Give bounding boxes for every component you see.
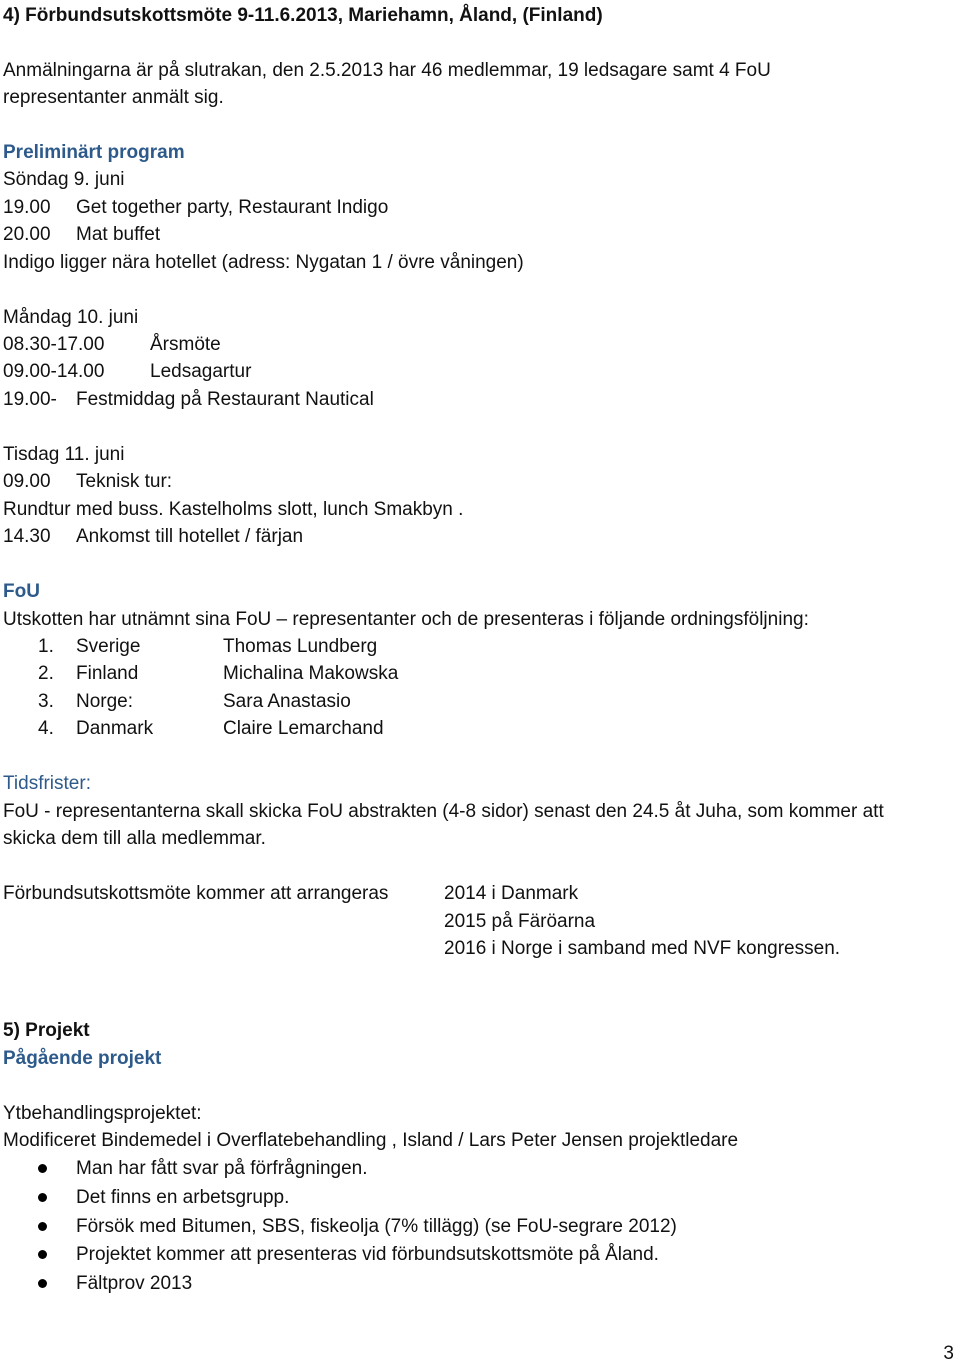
sunday-time-1: 19.00 bbox=[3, 197, 51, 218]
tuesday-tour: Rundtur med buss. Kastelholms slott, lunch Smakbyn . bbox=[3, 499, 464, 520]
list-item-text: Man har fått svar på förfrågningen. bbox=[76, 1158, 368, 1179]
fou-num: 1. bbox=[38, 636, 54, 657]
section-4-heading: 4) Förbundsutskottsmöte 9-11.6.2013, Mariehamn, Åland, (Finland) bbox=[3, 5, 603, 26]
monday-time-1: 08.30-17.00 bbox=[3, 334, 105, 355]
tuesday-event-1: Teknisk tur: bbox=[76, 471, 173, 492]
page-number: 3 bbox=[943, 1343, 954, 1364]
monday-time-2: 09.00-14.00 bbox=[3, 361, 105, 382]
future-meeting-item: 2014 i Danmark bbox=[444, 883, 579, 904]
fou-person: Sara Anastasio bbox=[223, 691, 351, 712]
monday-day: Måndag 10. juni bbox=[3, 307, 139, 328]
deadlines-line-1: FoU - representanterna skall skicka FoU abstrakten (4-8 sidor) senast den 24.5 åt Juha, som kommer att bbox=[3, 801, 884, 822]
fou-num: 2. bbox=[38, 663, 54, 684]
bullet-icon bbox=[38, 1250, 47, 1259]
intro-line-2: representanter anmält sig. bbox=[3, 87, 224, 108]
tuesday-event-2: Ankomst till hotellet / färjan bbox=[76, 526, 304, 547]
deadlines-line-2: skicka dem till alla medlemmar. bbox=[3, 828, 266, 849]
fou-intro: Utskotten har utnämnt sina FoU – representanter och de presenteras i följande ordningsföljning: bbox=[3, 609, 809, 630]
tuesday-day: Tisdag 11. juni bbox=[3, 444, 125, 465]
bullet-icon bbox=[38, 1193, 47, 1202]
fou-country: Danmark bbox=[76, 718, 154, 739]
deadlines-heading: Tidsfrister: bbox=[3, 773, 91, 794]
fou-person: Thomas Lundberg bbox=[223, 636, 378, 657]
monday-event-3: Festmiddag på Restaurant Nautical bbox=[76, 389, 374, 410]
tuesday-time-2: 14.30 bbox=[3, 526, 51, 547]
list-item-text: Projektet kommer att presenteras vid förbundsutskottsmöte på Åland. bbox=[76, 1244, 659, 1265]
sunday-day: Söndag 9. juni bbox=[3, 169, 125, 190]
future-meetings-label: Förbundsutskottsmöte kommer att arrangeras bbox=[3, 883, 389, 904]
list-item-text: Det finns en arbetsgrupp. bbox=[76, 1187, 290, 1208]
bullet-icon bbox=[38, 1164, 47, 1173]
list-item-text: Försök med Bitumen, SBS, fiskeolja (7% tillägg) (se FoU-segrare 2012) bbox=[76, 1216, 677, 1237]
fou-country: Sverige bbox=[76, 636, 141, 657]
list-item-text: Fältprov 2013 bbox=[76, 1273, 193, 1294]
tuesday-time-1: 09.00 bbox=[3, 471, 51, 492]
fou-person: Claire Lemarchand bbox=[223, 718, 384, 739]
section-5-heading: 5) Projekt bbox=[3, 1020, 90, 1041]
program-heading: Preliminärt program bbox=[3, 142, 185, 163]
sunday-time-2: 20.00 bbox=[3, 224, 51, 245]
future-meeting-item: 2015 på Färöarna bbox=[444, 911, 596, 932]
future-meeting-item: 2016 i Norge i samband med NVF kongressen. bbox=[444, 938, 841, 959]
sunday-event-2: Mat buffet bbox=[76, 224, 161, 245]
bullet-icon bbox=[38, 1222, 47, 1231]
monday-time-3: 19.00- bbox=[3, 389, 57, 410]
monday-event-1: Årsmöte bbox=[150, 334, 221, 355]
ongoing-projects-heading: Pågående projekt bbox=[3, 1048, 162, 1069]
sunday-note: Indigo ligger nära hotellet (adress: Nygatan 1 / övre våningen) bbox=[3, 252, 524, 273]
fou-heading: FoU bbox=[3, 581, 40, 602]
project-label: Ytbehandlingsprojektet: bbox=[3, 1103, 202, 1124]
fou-person: Michalina Makowska bbox=[223, 663, 399, 684]
fou-num: 4. bbox=[38, 718, 54, 739]
fou-country: Finland bbox=[76, 663, 139, 684]
fou-num: 3. bbox=[38, 691, 54, 712]
fou-country: Norge: bbox=[76, 691, 134, 712]
intro-line-1: Anmälningarna är på slutrakan, den 2.5.2013 har 46 medlemmar, 19 ledsagare samt 4 FoU bbox=[3, 60, 771, 81]
bullet-icon bbox=[38, 1279, 47, 1288]
project-title: Modificeret Bindemedel i Overflatebehandling , Island / Lars Peter Jensen projektledare bbox=[3, 1130, 739, 1151]
monday-event-2: Ledsagartur bbox=[150, 361, 252, 382]
sunday-event-1: Get together party, Restaurant Indigo bbox=[76, 197, 389, 218]
